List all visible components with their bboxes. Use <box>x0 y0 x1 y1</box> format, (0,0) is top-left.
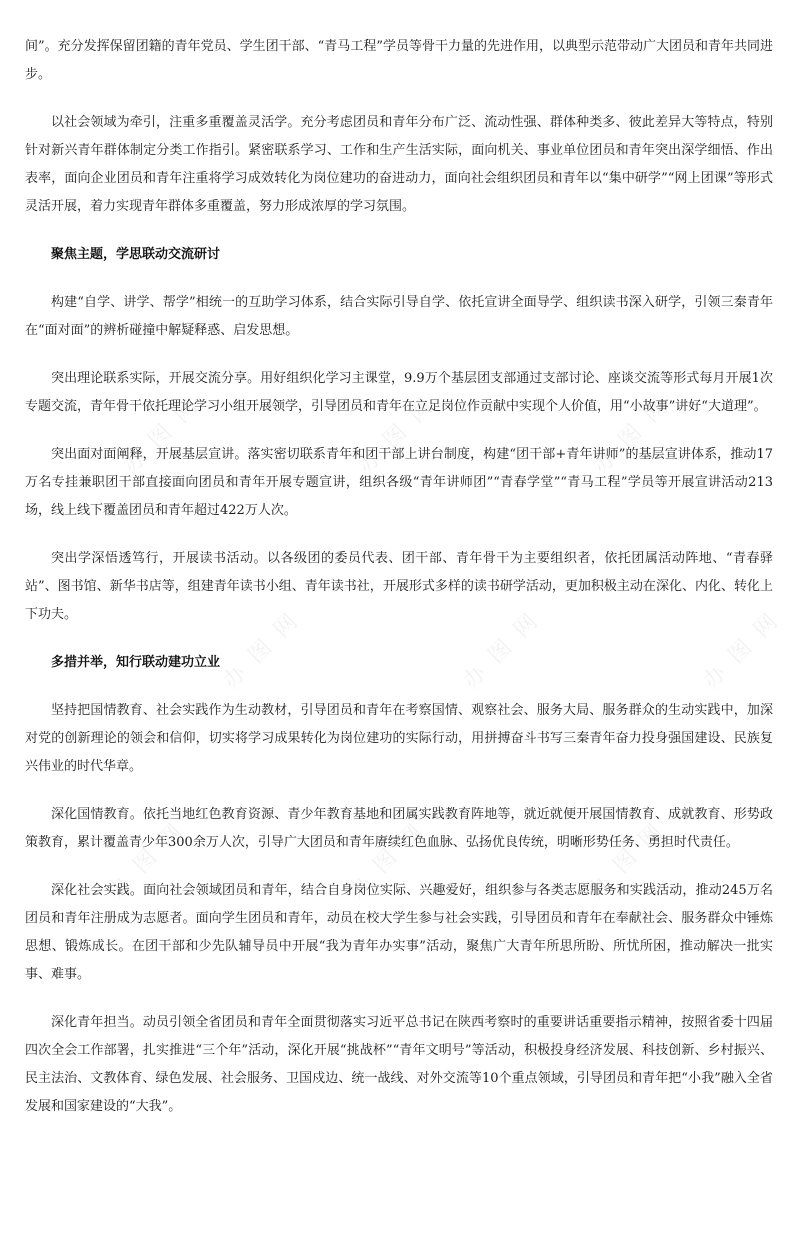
watermark-text: 办图网 <box>343 809 438 904</box>
watermark-text: 办图网 <box>458 599 553 694</box>
watermark-text: 办图网 <box>698 599 793 694</box>
paragraph: 坚持把国情教育、社会实践作为生动教材，引导团员和青年在考察国情、观察社会、服务大局、服务群众的生动实践中，加深对党的创新理论的领会和信仰，切实将学习成果转化为岗位建功的实际行动，用拼搏奋斗书写三秦青年奋力投身强国建设、民族复兴伟业的时代华章。 <box>25 703 773 774</box>
paragraph: 以社会领域为牵引，注重多重覆盖灵活学。充分考虑团员和青年分布广泛、流动性强、群体种类多、彼此差异大等特点，特别针对新兴青年群体制定分类工作指引。紧密联系学习、工作和生产生活实际，面向机关、事业单位团员和青年突出深学细悟、作出表率，面向企业团员和青年注重将学习成效转化为岗位建功的奋进动力，面向社会组织团员和青年以“集中研学”“网上团课”等形式灵活开展，着力实现青年群体多重覆盖，努力形成浓厚的学习氛围。 <box>25 115 773 214</box>
paragraph: 突出学深悟透笃行，开展读书活动。以各级团的委员代表、团干部、青年骨干为主要组织者，依托团属活动阵地、“青春驿站”、图书馆、新华书店等，组建青年读书小组、青年读书社，开展形式多样的读书研学活动，更加积极主动在深化、内化、转化上下功夫。 <box>25 551 773 622</box>
paragraph: 突出面对面阐释，开展基层宣讲。落实密切联系青年和团干部上讲台制度，构建“团干部+青年讲师”的基层宣讲体系，推动17万名专挂兼职团干部直接面向团员和青年开展专题宣讲，组织各级“青年讲师团”“青春学堂”“青马工程”学员等开展宣讲活动213场，线上线下覆盖团员和青年超过422万人次。 <box>25 447 773 518</box>
paragraph: 深化青年担当。动员引领全省团员和青年全面贯彻落实习近平总书记在陕西考察时的重要讲话重要指示精神，按照省委十四届四次全会工作部署，扎实推进“三个年”活动，深化开展“挑战杯”“青年文明号”等活动，积极投身经济发展、科技创新、乡村振兴、民主法治、文教体育、绿色发展、社会服务、卫国戍边、统一战线、对外交流等10个重点领域，引导团员和青年把“小我”融入全省发展和国家建设的“大我”。 <box>25 1015 773 1114</box>
section-heading: 多措并举，知行联动建功立业 <box>51 655 221 670</box>
section-heading: 聚焦主题，学思联动交流研讨 <box>51 247 221 262</box>
paragraph: 突出理论联系实际，开展交流分享。用好组织化学习主课堂，9.9万个基层团支部通过支部讨论、座谈交流等形式每月开展1次专题交流，青年骨干依托理论学习小组开展领学，引导团员和青年在立足岗位作贡献中实现个人价值，用“小故事”讲好“大道理”。 <box>25 371 773 414</box>
watermark-text: 办图网 <box>118 384 213 479</box>
watermark-text: 办图网 <box>218 599 313 694</box>
paragraph: 深化社会实践。面向社会领域团员和青年，结合自身岗位实际、兴趣爱好，组织参与各类志愿服务和实践活动，推动245万名团员和青年注册成为志愿者。面向学生团员和青年，动员在校大学生参与社会实践，引导团员和青年在奉献社会、服务群众中锤炼思想、锻炼成长。在团干部和少先队辅导员中开展“我为青年办实事”活动，聚焦广大青年所思所盼、所忧所困，推动解决一批实事、难事。 <box>25 883 773 982</box>
watermark-text: 办图网 <box>103 809 198 904</box>
watermark-text: 办图网 <box>353 384 448 479</box>
watermark-text: 办图网 <box>583 809 678 904</box>
paragraph: 深化国情教育。依托当地红色教育资源、青少年教育基地和团属实践教育阵地等，就近就便开展国情教育、成就教育、形势政策教育，累计覆盖青少年300余万人次，引导广大团员和青年赓续红色血脉、弘扬优良传统，明晰形势任务、勇担时代责任。 <box>25 807 773 850</box>
watermark-text: 办图网 <box>588 384 683 479</box>
paragraph: 间”。充分发挥保留团籍的青年党员、学生团干部、“青马工程”学员等骨干力量的先进作用，以典型示范带动广大团员和青年共同进步。 <box>25 39 773 82</box>
paragraph: 构建“自学、讲学、帮学”相统一的互助学习体系，结合实际引导自学、依托宣讲全面导学、组织读书深入研学，引领三秦青年在“面对面”的辨析碰撞中解疑释惑、启发思想。 <box>25 295 773 338</box>
